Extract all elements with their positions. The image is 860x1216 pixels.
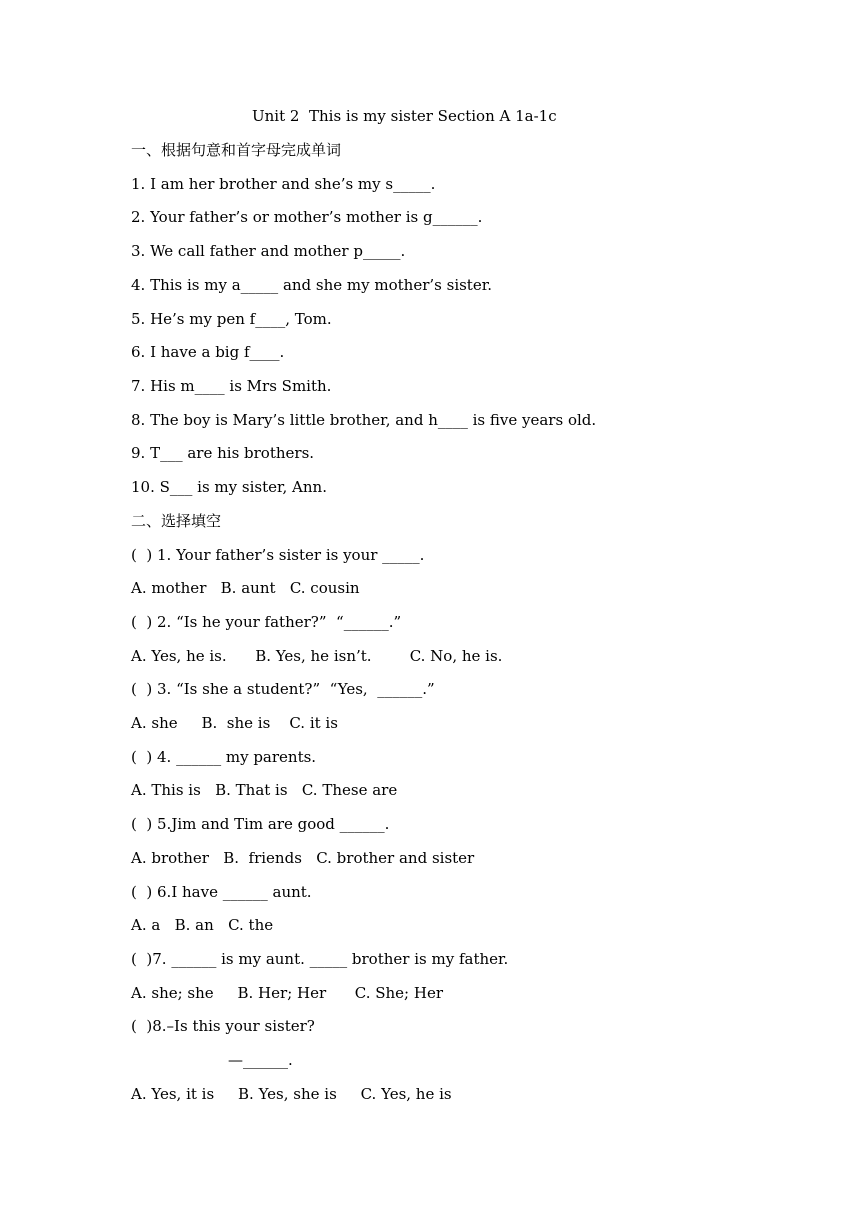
choice-options: A. This is B. That is C. These are: [131, 781, 398, 799]
fill-item: 2. Your father’s or mother’s mother is g______.: [131, 208, 483, 226]
choice-question: ( ) 6.I have ______ aunt.: [131, 883, 312, 901]
choice-options: A. Yes, he is. B. Yes, he isn’t. C. No, he is.: [131, 647, 503, 665]
fill-item: 6. I have a big f____.: [131, 343, 285, 361]
fill-item: 4. This is my a_____ and she my mother’s sister.: [131, 276, 493, 294]
fill-item: 9. T___ are his brothers.: [131, 444, 315, 462]
choice-question: ( )8.–Is this your sister?: [131, 1017, 315, 1035]
choice-options: A. Yes, it is B. Yes, she is C. Yes, he is: [131, 1085, 452, 1103]
choice-options: A. she B. she is C. it is: [131, 714, 338, 732]
section1-heading: 一、根据句意和首字母完成单词: [131, 141, 342, 159]
section2-heading: 二、选择填空: [131, 512, 222, 530]
choice-question: ( ) 1. Your father’s sister is your _____.: [131, 546, 425, 564]
fill-item: 7. His m____ is Mrs Smith.: [131, 377, 332, 395]
choice-question: ( ) 2. “Is he your father?” “______.”: [131, 613, 402, 631]
fill-item: 10. S___ is my sister, Ann.: [131, 478, 327, 496]
fill-item: 1. I am her brother and she’s my s_____.: [131, 175, 436, 193]
choice-question: ( ) 4. ______ my parents.: [131, 748, 317, 766]
fill-item: 5. He’s my pen f____, Tom.: [131, 310, 332, 328]
fill-item: 3. We call father and mother p_____.: [131, 242, 406, 260]
choice-question: ( ) 5.Jim and Tim are good ______.: [131, 815, 390, 833]
fill-item: 8. The boy is Mary’s little brother, and h____ is five years old.: [131, 411, 597, 429]
choice-options: A. a B. an C. the: [131, 916, 274, 934]
answer-line: —______.: [228, 1051, 293, 1069]
choice-options: A. she; she B. Her; Her C. She; Her: [131, 984, 443, 1002]
choice-question: ( )7. ______ is my aunt. _____ brother is my father.: [131, 950, 509, 968]
choice-options: A. mother B. aunt C. cousin: [131, 579, 360, 597]
choice-options: A. brother B. friends C. brother and sister: [131, 849, 475, 867]
page-title: Unit 2 This is my sister Section A 1a-1c: [252, 107, 557, 125]
choice-question: ( ) 3. “Is she a student?” “Yes, ______.”: [131, 680, 435, 698]
